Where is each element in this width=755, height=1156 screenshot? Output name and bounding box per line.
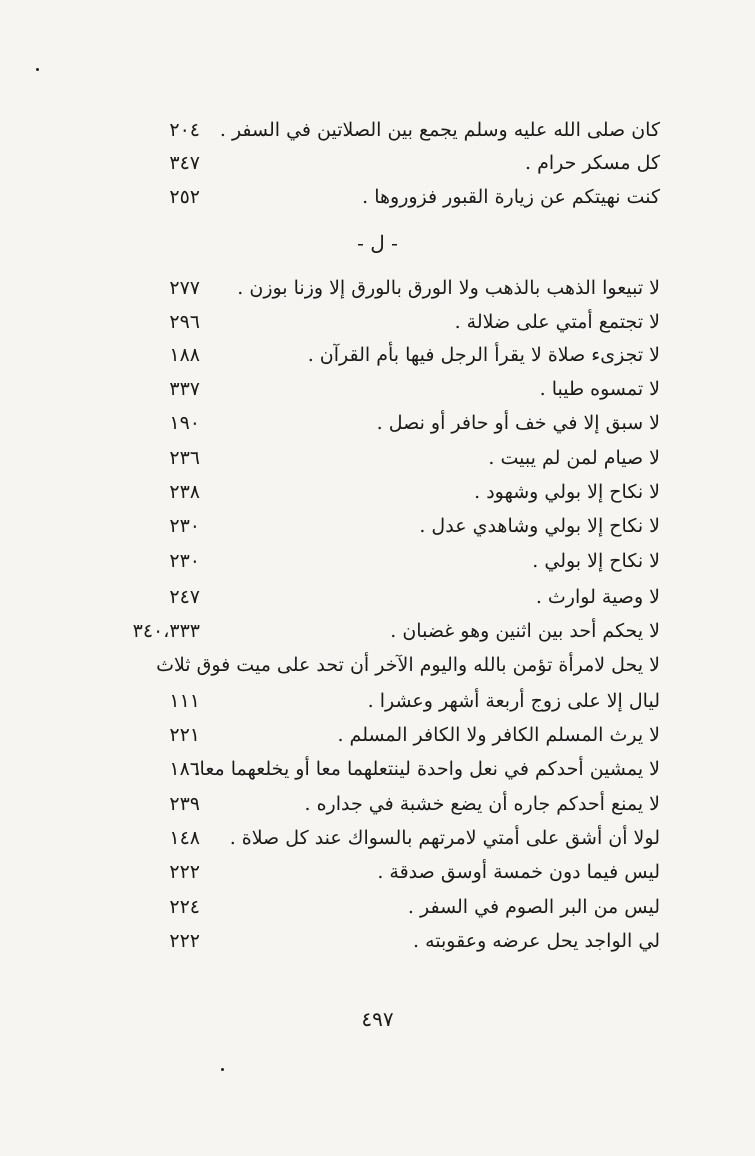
entry-text: لا يرث المسلم الكافر ولا الكافر المسلم . <box>337 724 660 746</box>
entry-page: ٢٧٧ <box>169 277 200 299</box>
entry-text: لا سبق إلا في خف أو حافر أو نصل . <box>376 412 660 434</box>
index-entry <box>100 509 660 543</box>
entry-text: لا نكاح إلا بولي . <box>532 550 660 572</box>
section-heading: - ل - <box>357 231 398 255</box>
entry-page: ٢٩٦ <box>169 311 200 333</box>
index-entry <box>100 544 660 578</box>
entry-text: لا نكاح إلا بولي وشاهدي عدل . <box>419 515 660 537</box>
index-entry <box>100 305 660 339</box>
index-entry <box>100 648 660 682</box>
index-entry <box>100 406 660 440</box>
entry-page: ٢٣٦ <box>169 447 200 469</box>
index-entry <box>100 890 660 924</box>
entry-page: ٢٢٤ <box>169 896 200 918</box>
entry-page: ٣٣٧ <box>169 378 200 400</box>
entry-text: لا تجزىء صلاة لا يقرأ الرجل فيها بأم القرآن . <box>307 344 660 366</box>
entry-page: ٢٣٨ <box>169 481 200 503</box>
entry-page: ١١١ <box>169 690 200 712</box>
entry-text: لي الواجد يحل عرضه وعقوبته . <box>413 930 660 952</box>
entry-text: لا يمشين أحدكم في نعل واحدة لينتعلهما معا أو يخلعهما معا. <box>193 758 660 780</box>
index-entry <box>100 821 660 855</box>
entry-page: ٢٥٢ <box>169 186 200 208</box>
index-entry <box>100 718 660 752</box>
index-entry <box>100 614 660 648</box>
index-entry <box>100 441 660 475</box>
entry-text: لولا أن أشق على أمتي لامرتهم بالسواك عند كل صلاة . <box>229 827 660 849</box>
entry-page: ٢٤٧ <box>169 586 200 608</box>
index-entry <box>100 113 660 147</box>
index-entry <box>100 146 660 180</box>
index-entry <box>100 372 660 406</box>
entry-text: لا تجتمع أمتي على ضلالة . <box>454 311 660 333</box>
index-entry <box>100 855 660 889</box>
entry-text: ليس فيما دون خمسة أوسق صدقة . <box>377 861 660 883</box>
entry-page: ١٨٦ <box>169 758 200 780</box>
entry-text: لا يحل لامرأة تؤمن بالله واليوم الآخر أن تحد على ميت فوق ثلاث <box>156 654 660 676</box>
entry-page: ١٩٠ <box>169 412 200 434</box>
entry-page: ٣٤٧ <box>169 152 200 174</box>
entry-page: ٢٠٤ <box>169 119 200 141</box>
entry-text: ليال إلا على زوج أربعة أشهر وعشرا . <box>367 690 660 712</box>
entry-page: ٢٣٠ <box>169 515 200 537</box>
speck-mark <box>36 68 39 71</box>
entry-text: لا يحكم أحد بين اثنين وهو غضبان . <box>390 620 660 642</box>
index-entry <box>100 338 660 372</box>
index-entry <box>100 752 660 786</box>
entry-text: لا نكاح إلا بولي وشهود . <box>474 481 660 503</box>
entry-text: لا يمنع أحدكم جاره أن يضع خشبة في جداره . <box>304 793 660 815</box>
page-number: ٤٩٧ <box>361 1007 394 1031</box>
entry-text: لا وصية لوارث . <box>535 586 660 608</box>
index-entry <box>100 475 660 509</box>
entry-page: ٢٢١ <box>169 724 200 746</box>
entry-page: ١٨٨ <box>169 344 200 366</box>
entry-page: ٢٣٩ <box>169 793 200 815</box>
entry-page: ٣٤٠،٣٣٣ <box>132 620 200 642</box>
entry-text: كل مسكر حرام . <box>525 152 660 174</box>
entry-text: لا تبيعوا الذهب بالذهب ولا الورق بالورق إلا وزنا بوزن . <box>237 277 660 299</box>
entry-page: ٢٣٠ <box>169 550 200 572</box>
index-entry <box>100 787 660 821</box>
entry-text: لا تمسوه طيبا . <box>539 378 660 400</box>
index-entry <box>100 580 660 614</box>
index-entry <box>100 684 660 718</box>
index-entry <box>100 924 660 958</box>
entry-text: كان صلى الله عليه وسلم يجمع بين الصلاتين في السفر . <box>219 119 660 141</box>
entry-text: لا صيام لمن لم يبيت . <box>488 447 660 469</box>
entry-page: ٢٢٢ <box>169 930 200 952</box>
entry-page: ١٤٨ <box>169 827 200 849</box>
entry-text: ليس من البر الصوم في السفر . <box>407 896 660 918</box>
entry-page: ٢٢٢ <box>169 861 200 883</box>
speck-mark <box>221 1068 224 1071</box>
index-entry <box>100 180 660 214</box>
index-entry <box>100 271 660 305</box>
entry-text: كنت نهيتكم عن زيارة القبور فزوروها . <box>362 186 660 208</box>
